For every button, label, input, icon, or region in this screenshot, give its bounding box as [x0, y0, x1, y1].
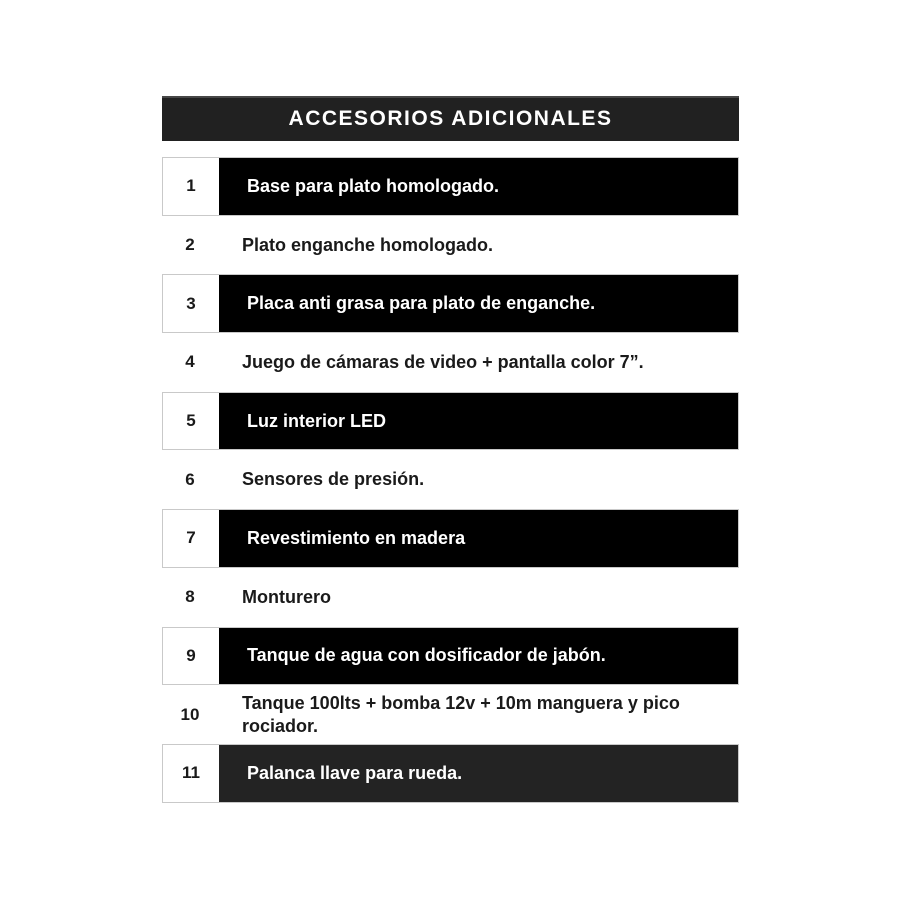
row-label: Palanca llave para rueda.: [219, 745, 738, 802]
table-rows: [162, 157, 739, 803]
table-row: [162, 509, 739, 568]
row-number: 1: [163, 158, 219, 215]
row-number: 9: [163, 628, 219, 685]
table-row: [162, 157, 739, 216]
row-number: 2: [162, 216, 218, 275]
row-label: Plato enganche homologado.: [242, 234, 494, 255]
row-number: 5: [163, 393, 219, 450]
table-row: [162, 274, 739, 333]
row-label: Luz interior LED: [219, 393, 738, 450]
table-row: [162, 685, 739, 744]
table-row: [162, 568, 739, 627]
row-label: Base para plato homologado.: [219, 158, 738, 215]
row-label: Tanque 100lts + bomba 12v + 10m manguera y pico rociador.: [242, 692, 680, 736]
row-label: Sensores de presión.: [242, 469, 425, 490]
row-number: 3: [163, 275, 219, 332]
row-number: 4: [162, 333, 218, 392]
table-row: [162, 392, 739, 451]
table-row: [162, 450, 739, 509]
row-label: Tanque de agua con dosificador de jabón.: [219, 628, 738, 685]
table-row: [162, 216, 739, 275]
row-label: Juego de cámaras de video + pantalla color 7”.: [242, 351, 644, 372]
table-row: [162, 627, 739, 686]
row-label: Monturero: [242, 586, 331, 607]
row-number: 7: [163, 510, 219, 567]
row-label: Placa anti grasa para plato de enganche.: [219, 275, 738, 332]
row-number: 8: [162, 568, 218, 627]
row-label: Revestimiento en madera: [219, 510, 738, 567]
table-header: ACCESORIOS ADICIONALES: [162, 96, 739, 141]
row-number: 6: [162, 450, 218, 509]
row-number: 10: [162, 685, 218, 744]
table-row: [162, 744, 739, 803]
row-number: 11: [163, 745, 219, 802]
table-row: [162, 333, 739, 392]
accessories-table: [162, 96, 739, 803]
